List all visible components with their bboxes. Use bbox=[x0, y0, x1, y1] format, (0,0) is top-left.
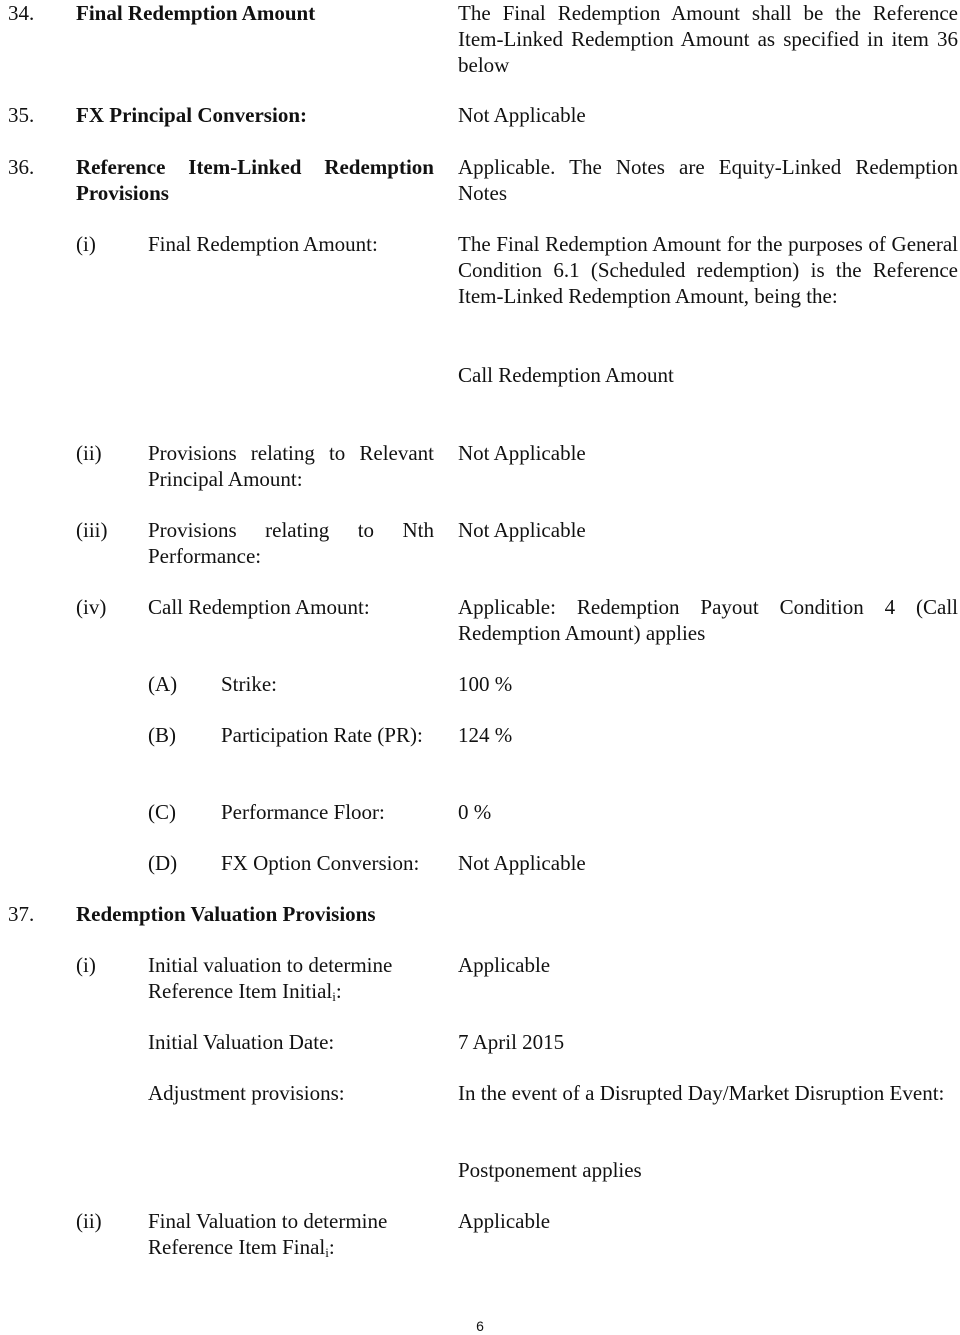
item-36-iv-D-value: Not Applicable bbox=[458, 851, 586, 875]
item-36-i-number: (i) bbox=[76, 232, 96, 256]
item-36-iii-value: Not Applicable bbox=[458, 518, 586, 542]
item-36-iv-B-value: 124 % bbox=[458, 723, 513, 747]
item-37-ii-label-line2: Reference Item Final bbox=[148, 1235, 326, 1259]
item-36-ii-value: Not Applicable bbox=[458, 441, 586, 465]
item-37-ii-label-subscript: i bbox=[325, 1245, 329, 1260]
item-36-iv-A-label: Strike: bbox=[221, 672, 277, 696]
item-35-title: FX Principal Conversion: bbox=[76, 103, 307, 127]
item-36-i-label: Final Redemption Amount: bbox=[148, 232, 378, 256]
adjustment-provisions-value: In the event of a Disrupted Day/Market Disruption Event: bbox=[458, 1081, 945, 1105]
item-36-iv-D-number: (D) bbox=[148, 851, 178, 875]
item-37-i-number: (i) bbox=[76, 953, 96, 977]
item-36-iv-B-number: (B) bbox=[148, 723, 176, 747]
item-36-iv-value: Applicable: Redemption Payout Condition 4 (Call Redemption Amount) applies bbox=[458, 595, 958, 645]
item-36-iv-B-label: Participation Rate (PR): bbox=[221, 723, 423, 747]
item-35-value: Not Applicable bbox=[458, 103, 586, 127]
item-37-i-label-subscript: i bbox=[332, 989, 336, 1004]
item-36-iii-label: Provisions relating to Nth Performance: bbox=[148, 518, 434, 568]
page-number: 6 bbox=[476, 1318, 484, 1334]
item-37-ii-label-line1: Final Valuation to determine bbox=[148, 1209, 388, 1233]
item-36-iv-C-label: Performance Floor: bbox=[221, 800, 385, 824]
item-37-ii-label bbox=[148, 1208, 387, 1260]
item-37-i-label-colon: : bbox=[335, 979, 342, 1003]
item-36-iv-A-value: 100 % bbox=[458, 672, 513, 696]
initial-valuation-date-value: 7 April 2015 bbox=[458, 1030, 565, 1054]
item-36-iv-C-value: 0 % bbox=[458, 800, 492, 824]
item-36-ii-number: (ii) bbox=[76, 441, 102, 465]
item-37-ii-number: (ii) bbox=[76, 1209, 102, 1233]
adjustment-provisions-value2: Postponement applies bbox=[458, 1158, 642, 1182]
item-37-title: Redemption Valuation Provisions bbox=[76, 902, 376, 926]
item-36-iv-number: (iv) bbox=[76, 595, 107, 619]
item-35-number: 35. bbox=[8, 103, 35, 127]
item-36-iii-number: (iii) bbox=[76, 518, 108, 542]
item-36-iv-A-number: (A) bbox=[148, 672, 178, 696]
item-34-title: Final Redemption Amount bbox=[76, 1, 316, 25]
item-37-i-label-line1: Initial valuation to determine bbox=[148, 953, 393, 977]
item-37-i-label-line2: Reference Item Initial bbox=[148, 979, 333, 1003]
item-36-title: Reference Item-Linked Redemption Provisions bbox=[76, 155, 434, 205]
item-36-iv-D-label: FX Option Conversion: bbox=[221, 851, 420, 875]
item-37-ii-value: Applicable bbox=[458, 1209, 551, 1233]
item-36-iv-C-number: (C) bbox=[148, 800, 176, 824]
item-36-value: Applicable. The Notes are Equity-Linked Redemption Notes bbox=[458, 155, 958, 205]
item-34-value: The Final Redemption Amount shall be the Reference Item-Linked Redemption Amount as specified in item 36 below bbox=[458, 1, 958, 77]
initial-valuation-date-label: Initial Valuation Date: bbox=[148, 1030, 335, 1054]
item-37-number: 37. bbox=[8, 902, 35, 926]
adjustment-provisions-label: Adjustment provisions: bbox=[148, 1081, 345, 1105]
item-34-number: 34. bbox=[8, 1, 35, 25]
item-37-i-label bbox=[148, 952, 392, 1004]
item-36-number: 36. bbox=[8, 155, 35, 179]
item-36-i-value2: Call Redemption Amount bbox=[458, 363, 674, 387]
item-37-ii-label-colon: : bbox=[328, 1235, 335, 1259]
item-36-iv-label: Call Redemption Amount: bbox=[148, 595, 370, 619]
item-36-ii-label: Provisions relating to Relevant Principal Amount: bbox=[148, 441, 434, 491]
item-37-i-value: Applicable bbox=[458, 953, 551, 977]
item-36-i-value: The Final Redemption Amount for the purposes of General Condition 6.1 (Scheduled redemption) is the Reference Item-Linked Redemption Amount, being the: bbox=[458, 232, 958, 308]
